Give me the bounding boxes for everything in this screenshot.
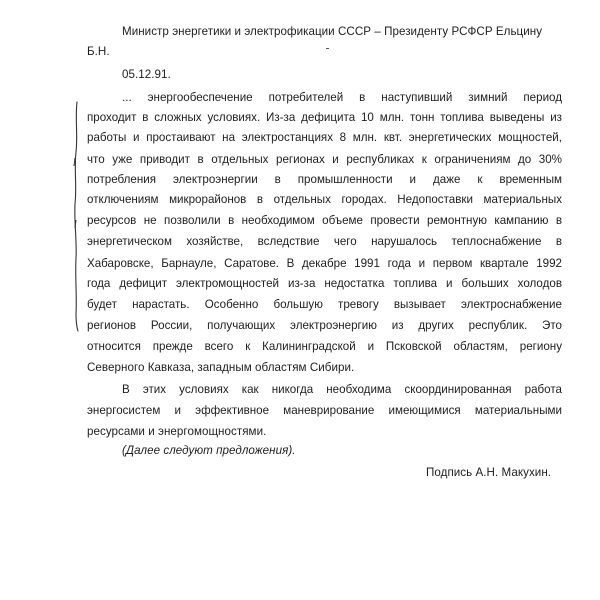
- handwritten-margin-bracket: [68, 100, 88, 332]
- signature-line: Подпись А.Н. Макухин.: [426, 466, 552, 479]
- paragraph-1-line-9: Хабаровске, Барнауле, Саратове. В декабре 1991 года и первом квартале 1992: [87, 257, 562, 270]
- paragraph-2-line-3: ресурсами и энергомощностями.: [87, 425, 267, 438]
- paragraph-2-line-1: В этих условиях как никогда необходима скоординированная работа: [122, 383, 562, 396]
- paragraph-1-line-8: энергетическом хозяйстве, вследствие чего нарушалось теплоснабжение в: [87, 235, 562, 248]
- paragraph-1-line-14: Северного Кавказа, западным областям Сибири.: [87, 361, 355, 374]
- paragraph-1-line-11: будет нарастать. Особенно большую тревогу вызывает электроснабжение: [87, 298, 562, 311]
- paragraph-2-line-2: энергосистем и эффективное маневрирование имеющимися материальными: [87, 404, 562, 417]
- paragraph-1-line-3: работы и простаивают на электростанциях 8 млн. квт. энергетических мощностей,: [87, 131, 562, 144]
- paragraph-1-line-1: ... энергообеспечение потребителей в наступивший зимний период: [122, 91, 562, 104]
- continuation-note: (Далее следуют предложения).: [122, 444, 296, 457]
- paragraph-1-line-10: года дефицит электромощностей из-за недостатка топлива и больших холодов: [87, 277, 562, 290]
- paragraph-1-line-13: относится прежде всего к Калининградской и Псковской областям, региону: [87, 340, 562, 353]
- letter-heading-line-1: Министр энергетики и электрофикации СССР – Президенту РСФСР Ельцину: [122, 25, 543, 38]
- paragraph-1-line-5: потребления электроэнергии в промышленности и даже к временным: [87, 173, 562, 186]
- paragraph-1-line-12: регионов России, получающих электроэнергию из других республик. Это: [87, 319, 562, 332]
- paragraph-1-line-4: что уже приводит в отдельных регионах и республиках к ограничениям до 30%: [87, 153, 562, 166]
- paragraph-1-line-6: отключениям микрорайонов в отдельных городах. Недопоставки материальных: [87, 193, 562, 206]
- paragraph-1-line-2: проходит в сложных условиях. Из-за дефицита 10 млн. тонн топлива выведены из: [87, 111, 562, 124]
- scan-speck: [326, 48, 329, 49]
- letter-date: 05.12.91.: [122, 68, 171, 81]
- letter-heading-line-2: Б.Н.: [87, 45, 110, 58]
- paragraph-1-line-7: ресурсов не позволили в необходимом объеме провести ремонтную кампанию в: [87, 214, 562, 227]
